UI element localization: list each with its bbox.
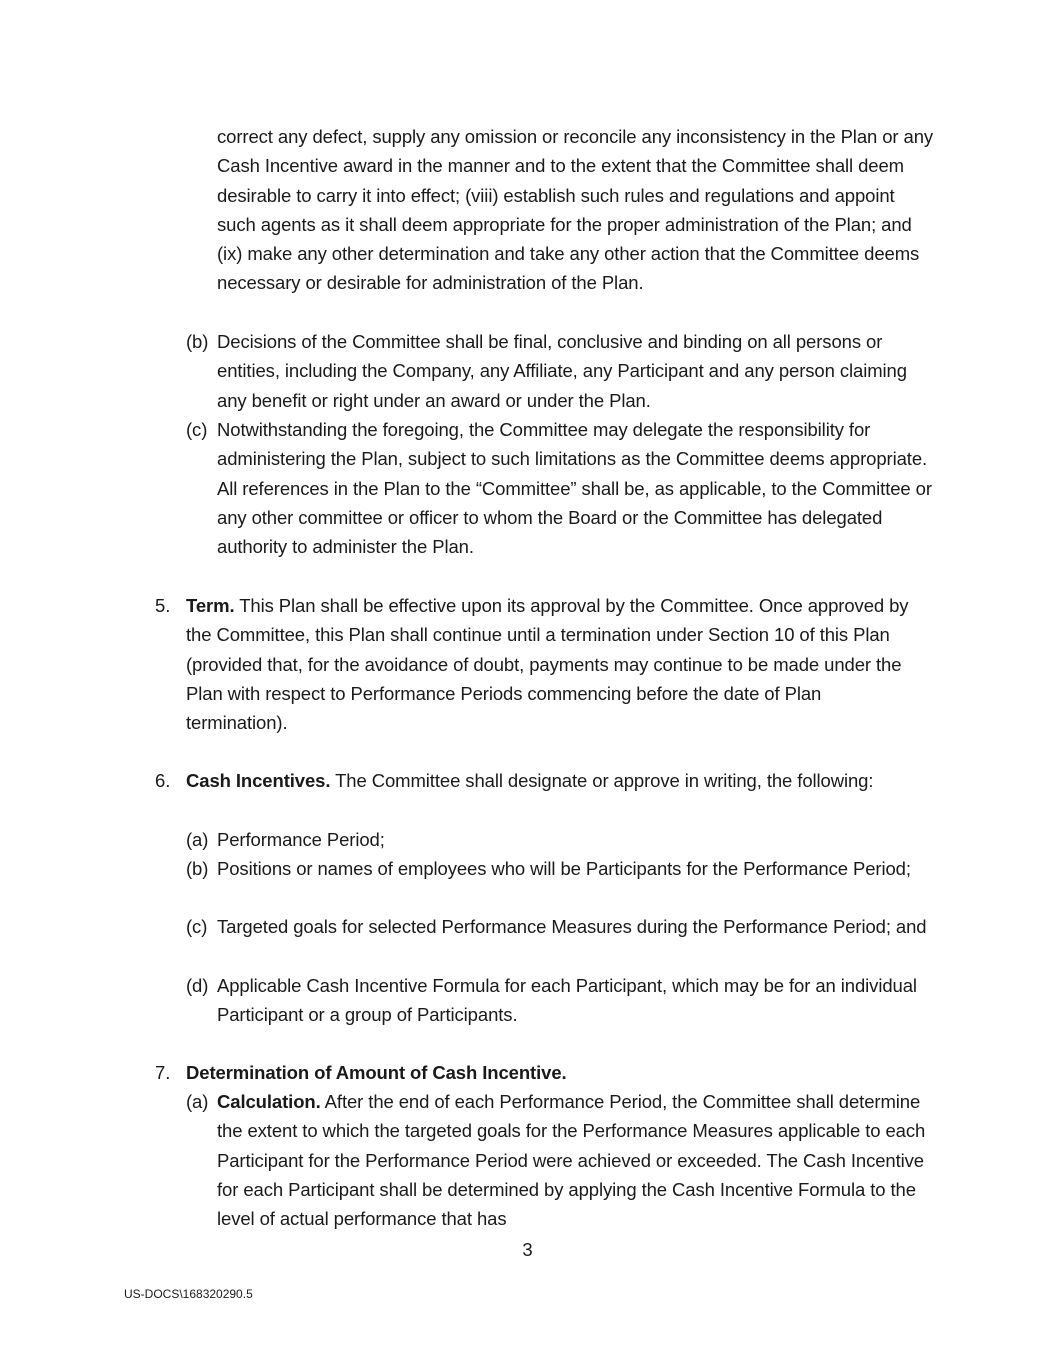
- section-6-item-d: [186, 971, 936, 1030]
- section-number: 7.: [155, 1062, 171, 1083]
- section-heading: Term.: [186, 595, 235, 616]
- continuation-paragraph: correct any defect, supply any omission or reconcile any inconsistency in the Plan or any Cash Incentive award in the manner and to the extent that the Committee shall deem desirable to carry it into effect; (viii) establish such rules and regulations and appoint such agents as it shall deem appropriate for the proper administration of the Plan; and (ix) make any other determination and take any other action that the Committee deems necessary or desirable for administration of the Plan.: [217, 126, 934, 294]
- section-6-item-b: [186, 854, 936, 883]
- section-6-item-c: [186, 912, 936, 941]
- item-text: Targeted goals for selected Performance Measures during the Performance Period; and: [217, 916, 927, 937]
- item-text: [217, 1087, 936, 1233]
- section-number: 6.: [155, 770, 171, 791]
- item-label: (c): [186, 419, 208, 440]
- section-6: [155, 766, 915, 795]
- section-body: [186, 1058, 915, 1087]
- section-text: The Committee shall designate or approve in writing, the following:: [330, 770, 874, 791]
- page-number: 3: [522, 1239, 533, 1260]
- item-text: Positions or names of employees who will be Participants for the Performance Period;: [217, 858, 911, 879]
- item-text: Decisions of the Committee shall be final, conclusive and binding on all persons or entities, including the Company, any Affiliate, any Participant and any person claiming any benefit or right under an award or under the Plan.: [217, 331, 907, 411]
- section-body: [186, 591, 915, 737]
- item-text: Performance Period;: [217, 829, 385, 850]
- item-label: (d): [186, 975, 209, 996]
- section-5: [155, 591, 915, 737]
- section-4-item-b: [186, 327, 936, 415]
- item-text: Applicable Cash Incentive Formula for each Participant, which may be for an individual Participant or a group of Participants.: [217, 975, 917, 1026]
- section-heading: Determination of Amount of Cash Incentive.: [186, 1062, 567, 1083]
- item-label: (a): [186, 1091, 209, 1112]
- item-body: After the end of each Performance Period, the Committee shall determine the extent to which the targeted goals for the Performance Measures applicable to each Participant for the Performance Period were achieved or exceeded. The Cash Incentive for each Participant shall be determined by applying the Cash Incentive Formula to the level of actual performance that has: [217, 1091, 926, 1230]
- section-text: This Plan shall be effective upon its approval by the Committee. Once approved by the Committee, this Plan shall continue until a termination under Section 10 of this Plan (provided that, for the avoidance of doubt, payments may continue to be made under the Plan with respect to Performance Periods commencing before the date of Plan termination).: [186, 595, 909, 734]
- item-label: (b): [186, 858, 209, 879]
- section-number: 5.: [155, 595, 171, 616]
- item-label: (c): [186, 916, 208, 937]
- item-text: Notwithstanding the foregoing, the Committee may delegate the responsibility for administering the Plan, subject to such limitations as the Committee deems appropriate. All references in the Plan to the “Committee” shall be, as applicable, to the Committee or any other committee or officer to whom the Board or the Committee has delegated authority to administer the Plan.: [217, 419, 932, 558]
- section-7: [155, 1058, 915, 1087]
- item-label: (a): [186, 829, 209, 850]
- section-heading: Cash Incentives.: [186, 770, 331, 791]
- section-6-item-a: [186, 825, 936, 854]
- section-4-item-c: [186, 415, 936, 561]
- section-7-item-a: [186, 1087, 936, 1233]
- item-heading: Calculation.: [217, 1091, 321, 1112]
- item-label: (b): [186, 331, 209, 352]
- document-id-footer: US-DOCS\168320290.5: [124, 1287, 253, 1301]
- section-body: [186, 766, 915, 795]
